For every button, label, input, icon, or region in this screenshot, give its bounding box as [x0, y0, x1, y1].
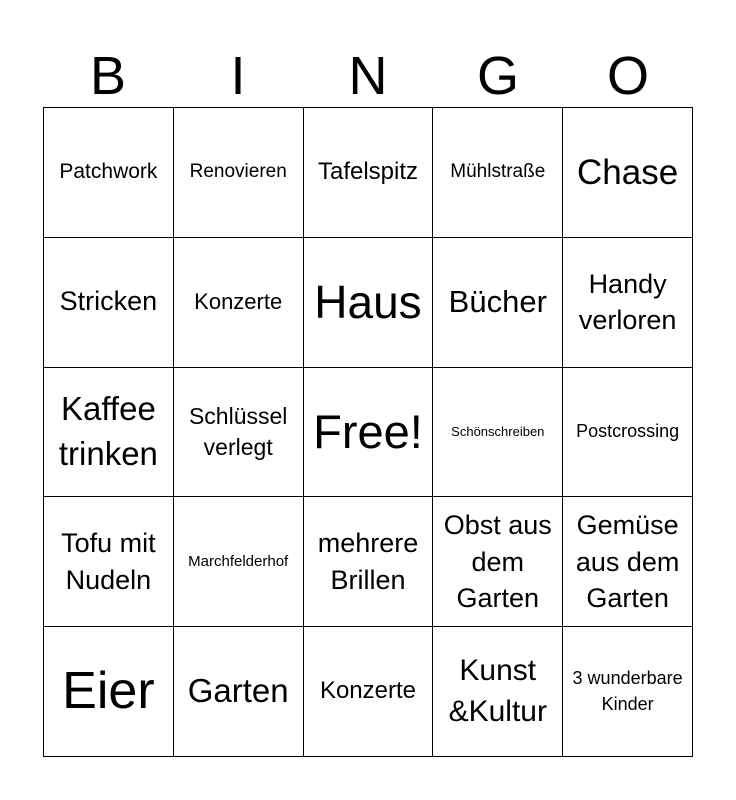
cell-label: Free! [313, 405, 423, 459]
bingo-cell-r3-c3[interactable] [304, 368, 434, 498]
cell-label: Kunst &Kultur [448, 654, 547, 728]
bingo-cell-r4-c2[interactable] [174, 497, 304, 627]
cell-label: Obst aus dem Garten [443, 510, 552, 613]
cell-label: Tofu mit Nudeln [61, 527, 156, 595]
bingo-cell-r2-c5[interactable] [563, 238, 693, 368]
cell-label: Mühlstraße [450, 161, 546, 183]
cell-label: Konzerte [194, 289, 283, 315]
cell-label: Kaffee trinken [58, 390, 158, 472]
cell-label: Chase [577, 152, 679, 192]
bingo-cell-r4-c5[interactable] [563, 497, 693, 627]
bingo-cell-r2-c4[interactable] [433, 238, 563, 368]
bingo-cell-r4-c1[interactable] [44, 497, 174, 627]
cell-label: Bücher [448, 283, 547, 319]
bingo-cell-r5-c5[interactable] [563, 627, 693, 757]
bingo-header [43, 45, 693, 107]
bingo-cell-r4-c4[interactable] [433, 497, 563, 627]
bingo-cell-r2-c1[interactable] [44, 238, 174, 368]
bingo-cell-r5-c4[interactable] [433, 627, 563, 757]
cell-label: Haus [314, 276, 422, 329]
cell-label: Handy verloren [578, 268, 677, 336]
cell-label: Stricken [59, 286, 158, 317]
header-letter-b: B [89, 46, 127, 106]
bingo-cell-r1-c2[interactable] [174, 108, 304, 238]
bingo-cell-r2-c2[interactable] [174, 238, 304, 368]
bingo-cell-r1-c1[interactable] [44, 108, 174, 238]
bingo-cell-r3-c2[interactable] [174, 368, 304, 498]
header-letter-i: I [230, 46, 246, 106]
bingo-cell-r5-c3[interactable] [304, 627, 434, 757]
cell-label: Garten [187, 672, 289, 710]
bingo-cell-r5-c2[interactable] [174, 627, 304, 757]
bingo-cell-r3-c1[interactable] [44, 368, 174, 498]
bingo-cell-r3-c4[interactable] [433, 368, 563, 498]
bingo-cell-r1-c5[interactable] [563, 108, 693, 238]
cell-label: Patchwork [59, 160, 158, 184]
header-letter-n: N [348, 46, 388, 106]
bingo-board [43, 107, 693, 757]
bingo-cell-r2-c3[interactable] [304, 238, 434, 368]
cell-label: Konzerte [319, 677, 417, 705]
header-letter-g: G [476, 46, 519, 106]
cell-label: 3 wunderbare Kinder [572, 668, 683, 714]
header-letter-o: O [606, 46, 649, 106]
cell-label: Schlüssel verlegt [188, 402, 288, 460]
cell-label: Marchfelderhof [188, 552, 289, 570]
bingo-cell-r3-c5[interactable] [563, 368, 693, 498]
cell-label: Gemüse aus dem Garten [575, 510, 680, 613]
bingo-cell-r1-c4[interactable] [433, 108, 563, 238]
cell-label: mehrere Brillen [317, 528, 419, 595]
cell-label: Schönschreiben [451, 424, 545, 440]
cell-label: Tafelspitz [317, 158, 419, 186]
bingo-cell-r5-c1[interactable] [44, 627, 174, 757]
cell-label: Eier [62, 661, 155, 720]
bingo-cell-r4-c3[interactable] [304, 497, 434, 627]
bingo-cell-r1-c3[interactable] [304, 108, 434, 238]
cell-label: Renovieren [189, 161, 287, 183]
cell-label: Postcrossing [576, 421, 680, 442]
